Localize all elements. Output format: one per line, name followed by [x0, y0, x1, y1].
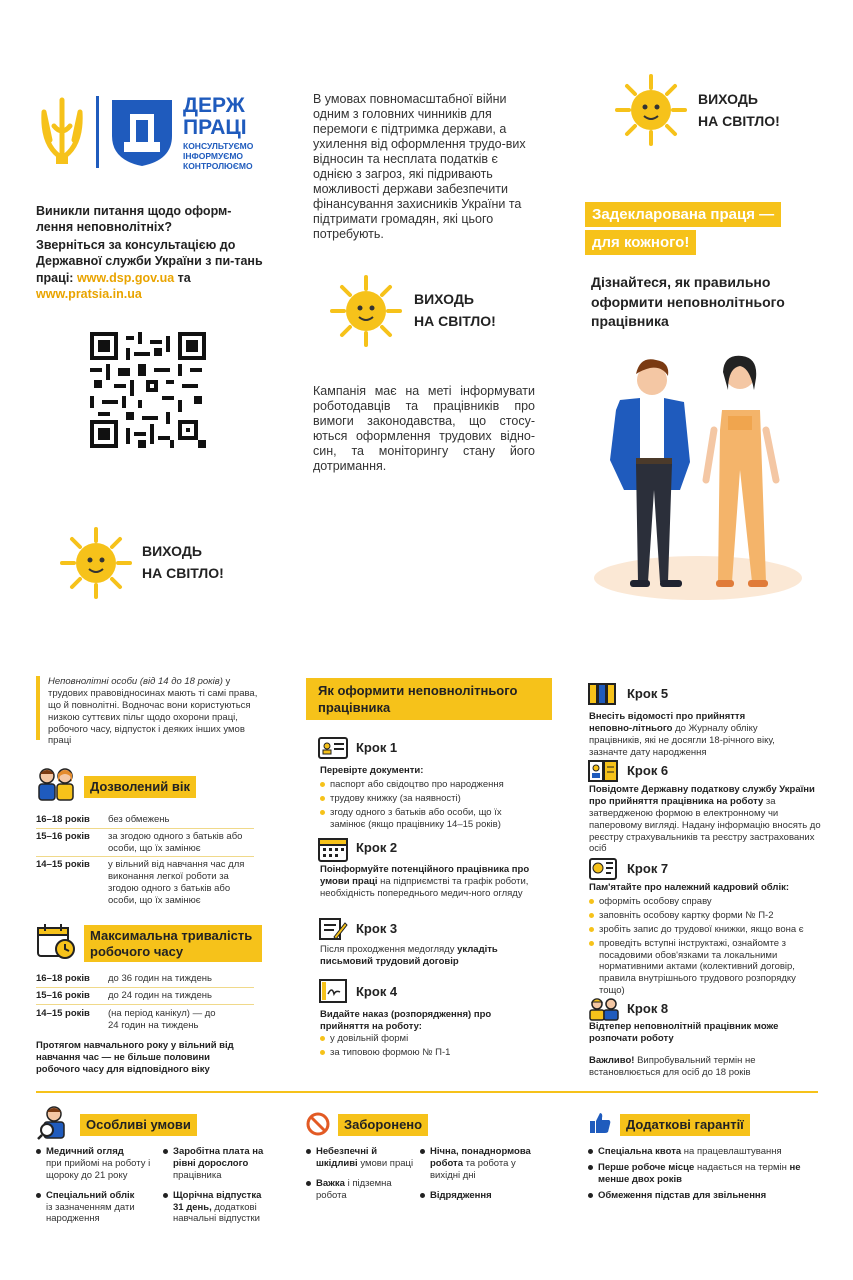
- logo-divider: [96, 96, 99, 168]
- max-time-note: Протягом навчального року у вільний від навчання час — не більше половини робочого часу для відповідного віку: [36, 1040, 234, 1075]
- step8-text: Відтепер неповнолітній працівник може розпочати роботу: [589, 1021, 779, 1044]
- list-item: згоду одного з батьків або особи, що їх замінює (якщо працівнику 14–15 років): [320, 807, 530, 831]
- derzhpratsi-shield: [108, 96, 176, 168]
- calendar-icon: [318, 836, 348, 862]
- step6-text: [589, 784, 821, 855]
- step4-lead: Видайте наказ (розпорядження) про прийняття на роботу:: [320, 1009, 492, 1032]
- contact-block: [36, 237, 266, 302]
- time-row-text: до 36 годин на тиждень: [108, 973, 212, 984]
- step2-bold: Поінформуйте потенційного працівника про умови праці: [320, 864, 530, 887]
- time-row-label: 15–16 років: [36, 990, 90, 1001]
- campaign-paragraph: Кампанія має на меті інформувати роботодавців та працівників про вимоги законодавства, що стосу-ються оформлення трудових відно-син, та моніторингу стану його дотримання.: [313, 384, 535, 473]
- intro-paragraph: В умовах повномасштабної війни одним з головних чинників для перемоги є підтримка держави, а ухилення від оформлення трудо-вих відносин та несплата податків є однією з загроз, які підривають можливості держави забезпечити фінансування захисників України та підтримати громадян, які цього потребують.: [313, 92, 526, 241]
- step7-title: Крок 7: [627, 861, 669, 876]
- section-divider: [36, 1091, 818, 1093]
- age-row-text: у вільний від навчання час для виконання легкої роботи за згодою одного з батьків або особи, що їх замінює: [108, 859, 245, 906]
- list-item: Спеціальна квота на працевлаштування: [588, 1146, 823, 1158]
- kids-icon: [36, 766, 76, 802]
- step5-bold: Внесіть відомості про прийняття неповно-літнього: [589, 711, 746, 734]
- forbidden-list-1: [306, 1146, 416, 1204]
- step2-text: [320, 864, 535, 900]
- slogan-line1: ВИХОДЬ: [142, 543, 202, 559]
- slogan-line2: НА СВІТЛО!: [414, 312, 496, 329]
- slogan-line2: НА СВІТЛО!: [142, 564, 224, 581]
- step1-list: [320, 779, 530, 833]
- list-item: за типовою формою № П-1: [320, 1047, 520, 1059]
- step3-text: [320, 944, 520, 968]
- probation-rest: Випробувальний термін не встановлюється для осіб до 18 років: [589, 1055, 756, 1078]
- trident-logo: [36, 96, 88, 168]
- list-item: у довільній формі: [320, 1033, 520, 1045]
- list-item: Спеціальний облік із зазначенням дати народження: [36, 1190, 161, 1226]
- list-item: Заробітна плата на рівні дорослого працівника: [163, 1146, 271, 1182]
- list-item: Щорічна відпустка 31 день, додаткові навчальні відпустки: [163, 1190, 271, 1226]
- logo-sub-1: КОНСУЛЬТУЄМО: [183, 141, 254, 151]
- step3-title: Крок 3: [356, 921, 398, 936]
- contract-icon: [318, 917, 348, 941]
- forbidden-list-2: [420, 1146, 545, 1204]
- slogan-line1: ВИХОДЬ: [414, 291, 474, 307]
- logo-sub-3: КОНТРОЛЮЄМО: [183, 160, 253, 171]
- age-row-label: 14–15 років: [36, 859, 90, 870]
- step1-lead: Перевірте документи:: [320, 765, 424, 776]
- step7-list: [589, 896, 821, 999]
- special-list-1: [36, 1146, 161, 1227]
- age-row-text: без обмежень: [108, 814, 170, 825]
- probation-bold: Важливо!: [589, 1055, 635, 1066]
- logo-title-2: ПРАЦІ: [183, 116, 247, 140]
- guarantees-title: Додаткові гарантії: [620, 1114, 750, 1136]
- campaign-slogan-left: [142, 541, 224, 584]
- slogan-line1: ВИХОДЬ: [698, 91, 758, 107]
- cover-tag-2: для кожного!: [585, 230, 696, 255]
- list-item: Нічна, понаднормова робота та робота у вихідні дні: [420, 1146, 545, 1182]
- inspection-icon: [36, 1104, 72, 1140]
- list-item: Важка і підземна робота: [306, 1178, 416, 1202]
- trident-icon: [36, 96, 88, 168]
- campaign-slogan-right: [698, 89, 780, 132]
- question-heading: Виникли питання щодо оформ-лення неповнолітніх?: [36, 204, 232, 235]
- thumbs-up-icon: [588, 1111, 612, 1135]
- list-item: заповніть особову картку форми № П-2: [589, 910, 821, 922]
- forbidden-title: Заборонено: [338, 1114, 428, 1136]
- campaign-slogan-middle: [414, 289, 496, 332]
- time-row-text: до 24 годин на тиждень: [108, 990, 212, 1001]
- step4-list: [320, 1033, 520, 1061]
- id-card-icon: [318, 737, 348, 759]
- workers-illustration: [590, 350, 805, 605]
- age-row-label: 16–18 років: [36, 814, 90, 825]
- step8-title: Крок 8: [627, 1001, 669, 1016]
- list-item: паспорт або свідоцтво про народження: [320, 779, 530, 791]
- slogan-line2: НА СВІТЛО!: [698, 112, 780, 129]
- step6-rest: за затвердженою формою в електронному чи паперовому вигляді. Надану інформацію вносять до реєстру страхувальників та реєстру застрахованих осіб: [589, 795, 821, 855]
- max-time-title: Максимальна тривалість робочого часу: [84, 925, 262, 962]
- calendar-clock-icon: [36, 922, 76, 960]
- link-pratsia[interactable]: www.pratsia.in.ua: [36, 286, 142, 301]
- logo-title-1: ДЕРЖ: [183, 94, 245, 117]
- sun-mascot-icon: [60, 527, 132, 599]
- step5-rest: до Журналу обліку працівників, які не досягли 18-річного віку, зазначте дату народження: [589, 722, 775, 758]
- list-item: трудову книжку (за наявності): [320, 793, 530, 805]
- rights-accent-bar: [36, 676, 40, 740]
- list-item: Перше робоче місце надається на термін не менше двох років: [588, 1162, 823, 1186]
- guarantees-list: [588, 1146, 823, 1204]
- age-row-label: 15–16 років: [36, 831, 90, 842]
- qr-code[interactable]: [90, 332, 206, 448]
- order-document-icon: [318, 978, 348, 1004]
- time-row-text: (на період канікул) — до 24 годин на тиждень: [108, 1008, 216, 1031]
- logo-sub-2: ІНФОРМУЄМО: [183, 150, 244, 161]
- rights-rest: у трудових правовідносинах мають ті самі права, що й повнолітні. Водночас вони користуються низкою суттєвих пільг щодо охорони праці, робочого часу, відпусток і деяких інших умов праці: [48, 676, 258, 747]
- contact-text: Зверніться за консультацією до Державної служби України з пи-тань праці:: [36, 238, 263, 285]
- step3-bold: укладіть письмовий трудовий договір: [320, 944, 498, 967]
- rights-text: [48, 676, 258, 747]
- prohibited-icon: [306, 1112, 330, 1136]
- list-item: Медичний огляд при прийомі на роботу і щороку до 21 року: [36, 1146, 161, 1182]
- cover-tag-1: Задекларована праця —: [585, 202, 781, 227]
- time-row-label: 14–15 років: [36, 1008, 90, 1019]
- list-item: зробіть запис до трудової книжки, якщо вона є: [589, 924, 821, 936]
- step6-title: Крок 6: [627, 763, 669, 778]
- rights-lead: Неповнолітні особи (від 14 до 18 років): [48, 676, 223, 687]
- step5-title: Крок 5: [627, 686, 669, 701]
- tax-service-icon: [588, 759, 618, 783]
- list-item: оформіть особову справу: [589, 896, 821, 908]
- list-item: проведіть вступні інструктажі, ознайомте з посадовими обов'язками та локальними нормативними актами (колективний договір, правила внутрішнього трудового розпорядку тощо): [589, 938, 821, 997]
- step4-title: Крок 4: [356, 984, 398, 999]
- list-item: Обмеження підстав для звільнення: [588, 1190, 823, 1202]
- workers-icon: [588, 997, 620, 1021]
- sun-mascot-icon: [615, 74, 687, 146]
- sun-mascot-icon: [330, 275, 402, 347]
- step1-title: Крок 1: [356, 740, 398, 755]
- step5-text: [589, 711, 779, 759]
- binders-icon: [588, 682, 618, 706]
- personnel-record-icon: [588, 857, 618, 881]
- special-list-2: [163, 1146, 271, 1227]
- cover-subtitle: Дізнайтеся, як правильно оформити неповнолітнього працівника: [591, 274, 785, 330]
- time-row-label: 16–18 років: [36, 973, 90, 984]
- step3-rest: Після проходження медогляду: [320, 944, 455, 955]
- probation-note: [589, 1055, 789, 1079]
- how-to-title: Як оформити неповнолітнього працівника: [306, 678, 552, 720]
- age-row-text: за згодою одного з батьків або особи, що їх замінює: [108, 831, 243, 854]
- link-dsp[interactable]: www.dsp.gov.ua: [76, 270, 175, 285]
- allowed-age-title: Дозволений вік: [84, 776, 196, 798]
- step2-rest: на підприємстві та графік роботи, необхідність попереднього медич-ного огляду: [320, 875, 529, 899]
- special-title: Особливі умови: [80, 1114, 197, 1136]
- list-item: Небезпечні й шкідливі умови праці: [306, 1146, 416, 1170]
- step6-bold: Повідомте Державну податкову службу України про прийняття працівника на роботу: [589, 784, 815, 807]
- step2-title: Крок 2: [356, 840, 398, 855]
- list-item: Відрядження: [420, 1190, 545, 1202]
- step7-lead: Пам'ятайте про належний кадровий облік:: [589, 882, 790, 893]
- contact-and: та: [177, 270, 191, 285]
